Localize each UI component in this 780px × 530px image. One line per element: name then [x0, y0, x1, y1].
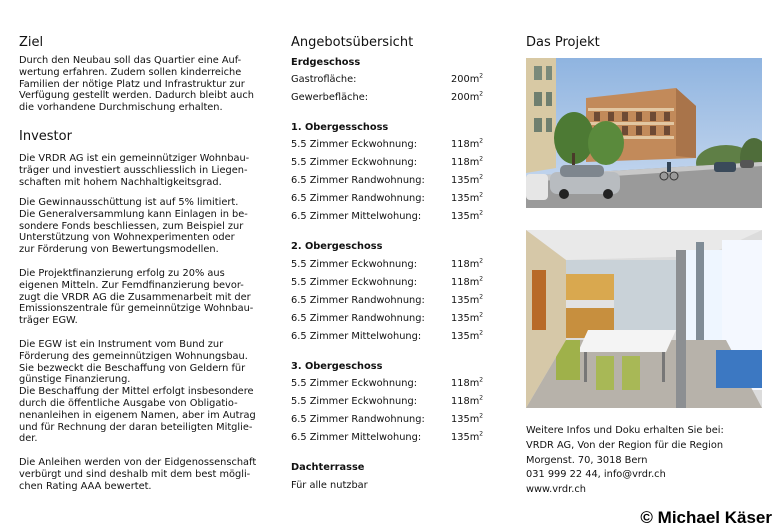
area-row: Gastrofläche: $200m^2$	[291, 72, 484, 85]
apartment-row: 5.5 Zimmer Eckwohnung: $118m^2$	[291, 155, 484, 168]
interior-rendering-image	[526, 230, 762, 408]
apartment-row: 5.5 Zimmer Eckwohnung: $118m^2$	[291, 394, 484, 407]
apartment-row: 6.5 Zimmer Randwohnung: $135m^2$	[291, 412, 484, 425]
contact-intro: Weitere Infos und Doku erhalten Sie bei:	[526, 425, 724, 436]
ziel-heading: Ziel	[19, 35, 44, 50]
investor-paragraph-4: Die EGW ist ein Instrument vom Bund zur Förderung des gemeinnützigen Wohnungsbau. Sie bezweckt die Beschaffung von Geldern für günstige Finanzierung. Die Beschaffung der Mittel erfolgt insbesondere durch die öffentliche Ausgabe von Obligatio- nenanleihen in eigenem Namen, aber im Autrag und für Rechnung der daran beteiligten Mitglie- der.	[19, 339, 256, 445]
section-title-og1: 1. Obergesschoss	[291, 122, 389, 133]
section-title-og3: 3. Obergeschoss	[291, 361, 383, 372]
apartment-row: 5.5 Zimmer Eckwohnung: $118m^2$	[291, 137, 484, 150]
area-row: Gewerbefläche: $200m^2$	[291, 90, 484, 103]
dachterrasse-title: Dachterrasse	[291, 462, 365, 473]
apartment-row: 6.5 Zimmer Mittelwohung: $135m^2$	[291, 430, 484, 443]
apartment-row: 6.5 Zimmer Randwohnung: $135m^2$	[291, 173, 484, 186]
ziel-text: Durch den Neubau soll das Quartier eine Auf- wertung erfahren. Zudem sollen kinderreiche Familien der nötige Platz und Infrastruktur zur Verfügung gestellt werden. Dadurch bleibt auch die vorhandene Durchmischung erhalten.	[19, 55, 254, 114]
apartment-row: 5.5 Zimmer Eckwohnung: $118m^2$	[291, 257, 484, 270]
investor-paragraph-2: Die Gewinnausschüttung ist auf 5% limitiert. Die Generalversammlung kann Einlagen in be- sondere Fonds beschliessen, zum Beispiel zur Unterstützung von Wohnexperimenten oder zur Förderung von Bewertungsmodellen.	[19, 197, 248, 256]
investor-paragraph-3: Die Projektfinanzierung erfolg zu 20% aus eigenen Mitteln. Zur Femdfinanzierung bevor- zugt die VRDR AG die Zusammenarbeit mit der Emissionszentrale für gemeinnützige Wohnbau- träger EGW.	[19, 268, 254, 327]
exterior-rendering-image	[526, 58, 762, 208]
section-title-eg: Erdgeschoss	[291, 57, 361, 68]
apartment-row: 6.5 Zimmer Randwohnung: $135m^2$	[291, 293, 484, 306]
apartment-row: 6.5 Zimmer Mittelwohung: $135m^2$	[291, 329, 484, 342]
section-title-og2: 2. Obergeschoss	[291, 241, 383, 252]
apartment-row: 5.5 Zimmer Eckwohnung: $118m^2$	[291, 376, 484, 389]
investor-heading: Investor	[19, 129, 72, 144]
apartment-row: 6.5 Zimmer Randwohnung: $135m^2$	[291, 191, 484, 204]
dachterrasse-text: Für alle nutzbar	[291, 480, 368, 491]
apartment-row: 6.5 Zimmer Mittelwohung: $135m^2$	[291, 209, 484, 222]
contact-details: VRDR AG, Von der Region für die Region Morgenst. 70, 3018 Bern 031 999 22 44, info@vrdr.ch www.vrdr.ch	[526, 440, 724, 495]
projekt-heading: Das Projekt	[526, 35, 600, 50]
apartment-row: 5.5 Zimmer Eckwohnung: $118m^2$	[291, 275, 484, 288]
investor-paragraph-5: Die Anleihen werden von der Eidgenossenschaft verbürgt und sind deshalb mit dem best mögli- chen Rating AAA bewertet.	[19, 457, 257, 492]
apartment-row: 6.5 Zimmer Randwohnung: $135m^2$	[291, 311, 484, 324]
copyright-notice: © Michael Käser	[640, 508, 772, 527]
investor-paragraph-1: Die VRDR AG ist ein gemeinnütziger Wohnbau- träger und investiert ausschliesslich in Liegen- schaften mit hohem Nachhaltigkeitsgrad.	[19, 153, 250, 188]
angebot-heading: Angebotsübersicht	[291, 35, 414, 50]
